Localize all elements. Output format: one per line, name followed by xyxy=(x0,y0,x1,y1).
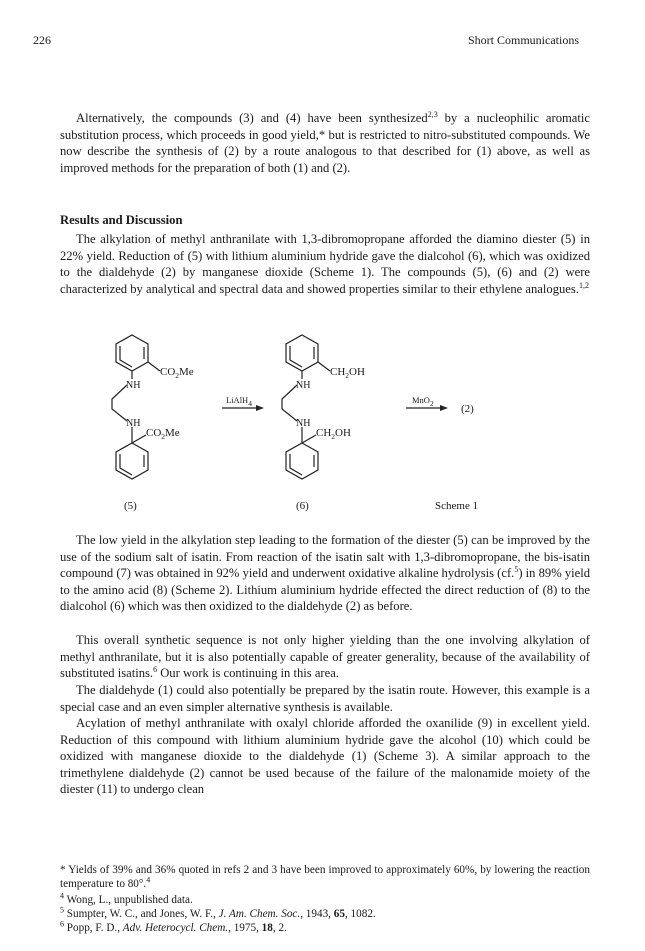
low-yield-paragraph: The low yield in the alkylation step leading to the formation of the diester (5) can be improved by the use of the sodium salt of isatin. From reaction of the isatin salt with 1,3-dibromopropane, the bis-isatin compound (7) was obtained in 92% yield and underwent oxidative alkaline hydrolysis (cf.$^5$) in 89% yield to the amino acid (8) (Scheme 2). Lithium aluminium hydride effected the direct reduction of (8) to the dialcohol (6) which was then oxidized to the dialdehyde (2) as before. xyxy=(60,533,591,614)
reagent-lialh4: LiAlH4 xyxy=(226,395,252,408)
reagent-mno2: MnO2 xyxy=(412,395,434,408)
section-heading: Results and Discussion xyxy=(60,213,183,227)
nh-label-6-top: NH xyxy=(296,380,311,391)
nh-label-6-bottom: NH xyxy=(296,418,311,429)
running-title: Short Communications xyxy=(468,33,579,47)
co2me-label-top: $CO_2Me$ xyxy=(160,366,194,380)
footnote-ref6: $^6$ Popp, F. D., Adv. Heterocycl. Chem., 1975, 18, 2. xyxy=(60,919,287,934)
acylation-paragraph: Acylation of methyl anthranilate with oxalyl chloride afforded the oxanilide (9) in excellent yield. Reduction of this compound with lithium aluminium hydride gave the alcohol (10) which could be oxidized with manganese dioxide to the dialdehyde (1) (Scheme 3). A similar approach to the trimethylene dialdehyde (2) cannot be used because of the failure of the malonamide moiety of the diester (11) to undergo clean xyxy=(60,716,590,797)
bond-ch2oh-bottom xyxy=(302,435,316,443)
benzene-ring-5-bottom xyxy=(116,443,148,479)
scheme-label: Scheme 1 xyxy=(435,500,479,512)
nh-label-5-bottom: NH xyxy=(126,418,141,429)
product-label-2: (2) xyxy=(461,403,474,415)
footnote-ref5: $^5$ Sumpter, W. C., and Jones, W. F., J. Am. Chem. Soc., 1943, 65, 1082. xyxy=(60,905,376,920)
results-paragraph: The alkylation of methyl anthranilate with 1,3-dibromopropane afforded the diamino diester (5) in 22% yield. Reduction of (5) with lithium aluminium hydride gave the dialcohol (6), which was oxidized to the dialdehyde (2) by manganese dioxide (Scheme 1). The compounds (5), (6) and (2) were characterized by analytical and spectral data and showed properties similar to their ethylene analogues.$^{1,2}$ xyxy=(60,232,590,296)
footnote-ref4: $^4$ Wong, L., unpublished data. xyxy=(60,891,193,906)
footnote-star: * Yields of 39% and 36% quoted in refs 2 and 3 have been improved to approximately 60%, by lowering the reaction temperature to 80°.$^4$ xyxy=(60,864,590,890)
ch2oh-label-bottom: $CH_2OH$ xyxy=(316,427,351,441)
compound-label-5: (5) xyxy=(124,500,137,512)
bond-co2me-bottom xyxy=(132,435,146,443)
bond-co2me-top xyxy=(148,362,160,371)
benzene-ring-5-top xyxy=(116,335,148,371)
scheme-1-diagram xyxy=(60,325,590,520)
benzene-ring-6-top xyxy=(286,335,318,371)
page-number: 226 xyxy=(33,33,51,47)
bond-ch2oh-top xyxy=(318,362,330,371)
compound-label-6: (6) xyxy=(296,500,309,512)
propylene-chain-6 xyxy=(282,385,297,421)
dialdehyde-paragraph: The dialdehyde (1) could also potentially be prepared by the isatin route. However, this example is a special case and an even simpler alternative synthesis is available. xyxy=(60,683,590,714)
overall-paragraph: This overall synthetic sequence is not only higher yielding than the one involving alkylation of methyl anthranilate, but it is also potentially capable of greater generality, because of the availability of substituted isatins.$^6$ Our work is continuing in this area. xyxy=(60,633,590,681)
ch2oh-label-top: $CH_2OH$ xyxy=(330,366,365,380)
co2me-label-bottom: $CO_2Me$ xyxy=(146,427,180,441)
propylene-chain-5 xyxy=(112,385,127,421)
intro-paragraph: Alternatively, the compounds (3) and (4) have been synthesized$^{2,3}$ by a nucleophilic aromatic substitution process, which proceeds in good yield,* but is restricted to nitro-substituted compounds. We now describe the synthesis of (2) by a route analogous to that described for (1) above, as well as improved methods for the preparation of both (1) and (2). xyxy=(60,109,590,175)
benzene-ring-6-bottom xyxy=(286,443,318,479)
nh-label-5-top: NH xyxy=(126,380,141,391)
